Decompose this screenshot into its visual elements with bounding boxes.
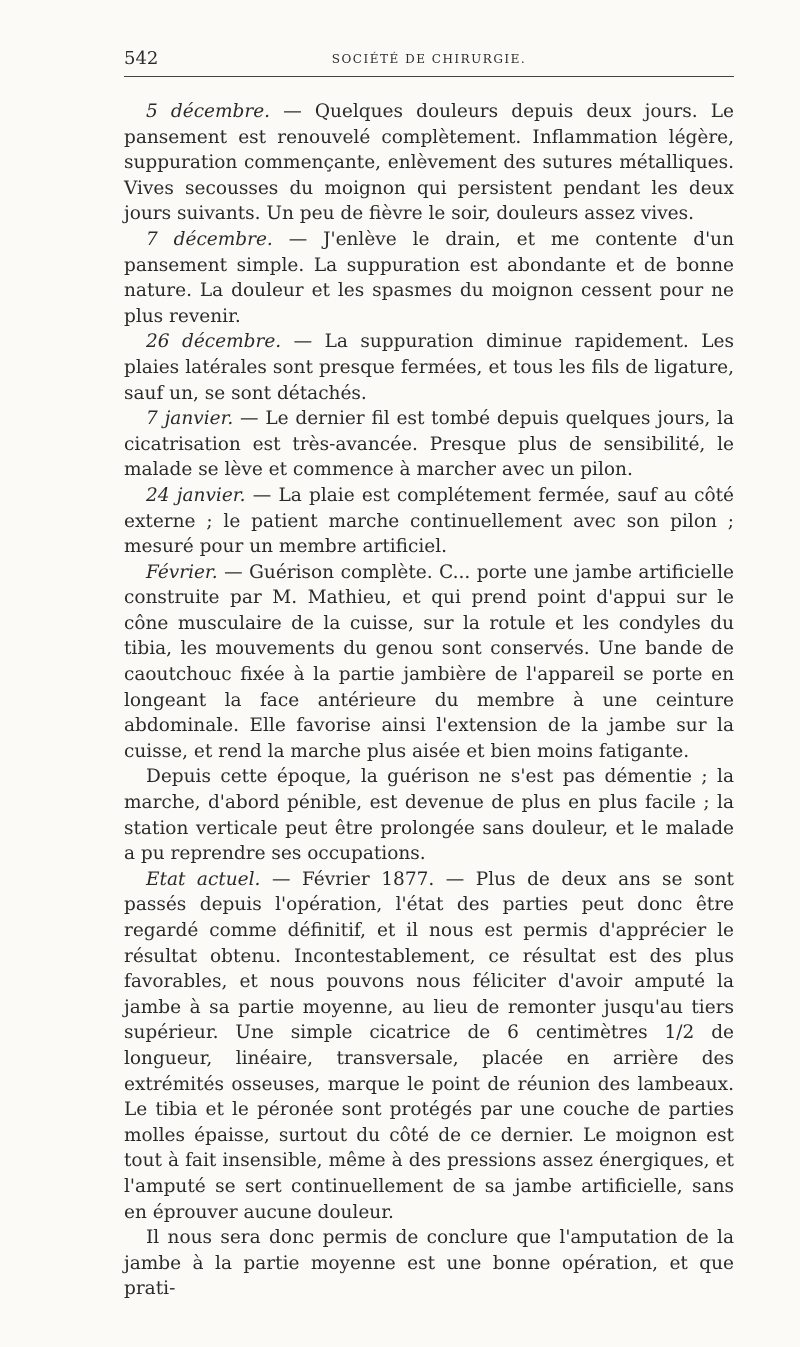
paragraph: [124, 764, 734, 866]
running-head: SOCIÉTÉ DE CHIRURGIE.: [331, 52, 527, 66]
date-lead: 5 décembre.: [146, 101, 271, 122]
paragraph: [124, 560, 734, 765]
date-lead: Etat actuel.: [146, 868, 261, 890]
page-number: 542: [124, 48, 159, 69]
paragraph: [124, 1225, 734, 1302]
paragraph-text: — Le dernier fil est tombé depuis quelques jours, la cicatrisation est très-avancée. Presque plus de sensibilité, le malade se lève et commence à marcher avec un pilon.: [124, 408, 734, 481]
paragraph: [124, 99, 734, 227]
date-lead: 26 décembre.: [146, 331, 282, 353]
paragraph: [124, 227, 734, 329]
paragraph-text: — La plaie est complétement fermée, sauf au côté externe ; le patient marche continuellement avec son pilon ; mesuré pour un membre artificiel.: [124, 484, 734, 558]
paragraph-text: — Guérison complète. C... porte une jambe artificielle construite par M. Mathieu, et qui prend point d'appui sur le cône musculaire de la cuisse, sur la rotule et les condyles du tibia, les mouvements du genou sont conservés. Une bande de caoutchouc fixée à la partie jambière de l'appareil se porte en longeant la face antérieure du membre à une ceinture abdominale. Elle favorise ainsi l'extension de la jambe sur la cuisse, et rend la marche plus aisée et bien moins fatigante.: [124, 561, 734, 762]
paragraph-text: Depuis cette époque, la guérison ne s'est pas démentie ; la marche, d'abord pénible, est devenue de plus en plus facile ; la station verticale peut être prolongée sans douleur, et le malade a pu reprendre ses occupations.: [124, 766, 734, 865]
paragraph-text: — Quelques douleurs depuis deux jours. Le pansement est renouvelé complètement. Inflammation légère, suppuration commençante, enlèvement des sutures métalliques. Vives secousses du moignon qui persistent pendant les deux jours suivants. Un peu de fièvre le soir, douleurs assez vives.: [124, 101, 734, 225]
header-rule: [124, 76, 734, 77]
paragraph: [124, 329, 734, 406]
date-lead: Février.: [146, 561, 218, 583]
paragraph: [124, 406, 734, 483]
paragraph: [124, 867, 734, 1225]
page-header: [124, 48, 734, 74]
body-text: [124, 99, 734, 1302]
date-lead: 7 décembre.: [146, 228, 273, 250]
paragraph-text: — Février 1877. — Plus de deux ans se sont passés depuis l'opération, l'état des parties peut donc être regardé comme définitif, et il nous est permis d'apprécier le résultat obtenu. Incontestablement, ce résultat est des plus favorables, et nous pouvons nous féliciter d'avoir amputé la jambe à sa partie moyenne, au lieu de remonter jusqu'au tiers supérieur. Une simple cicatrice de 6 centimètres 1/2 de longueur, linéaire, transversale, placée en arrière des extrémités osseuses, marque le point de réunion des lambeaux. Le tibia et le péronée sont protégés par une couche de parties molles épaisse, surtout du côté de ce dernier. Le moignon est tout à fait insensible, même à des pressions assez énergiques, et l'amputé se sert continuellement de sa jambe artificielle, sans en éprouver aucune douleur.: [124, 868, 734, 1223]
paragraph-text: Il nous sera donc permis de conclure que l'amputation de la jambe à la partie moyenne est une bonne opération, et que prati-: [124, 1227, 734, 1300]
paragraph-text: — La suppuration diminue rapidement. Les plaies latérales sont presque fermées, et tous les fils de ligature, sauf un, se sont détachés.: [124, 331, 734, 404]
paragraph: [124, 483, 734, 560]
date-lead: 7 janvier.: [146, 408, 234, 430]
paragraph-text: — J'enlève le drain, et me contente d'un pansement simple. La suppuration est abondante et de bonne nature. La douleur et les spasmes du moignon cessent pour ne plus revenir.: [124, 228, 734, 327]
date-lead: 24 janvier.: [146, 484, 246, 506]
